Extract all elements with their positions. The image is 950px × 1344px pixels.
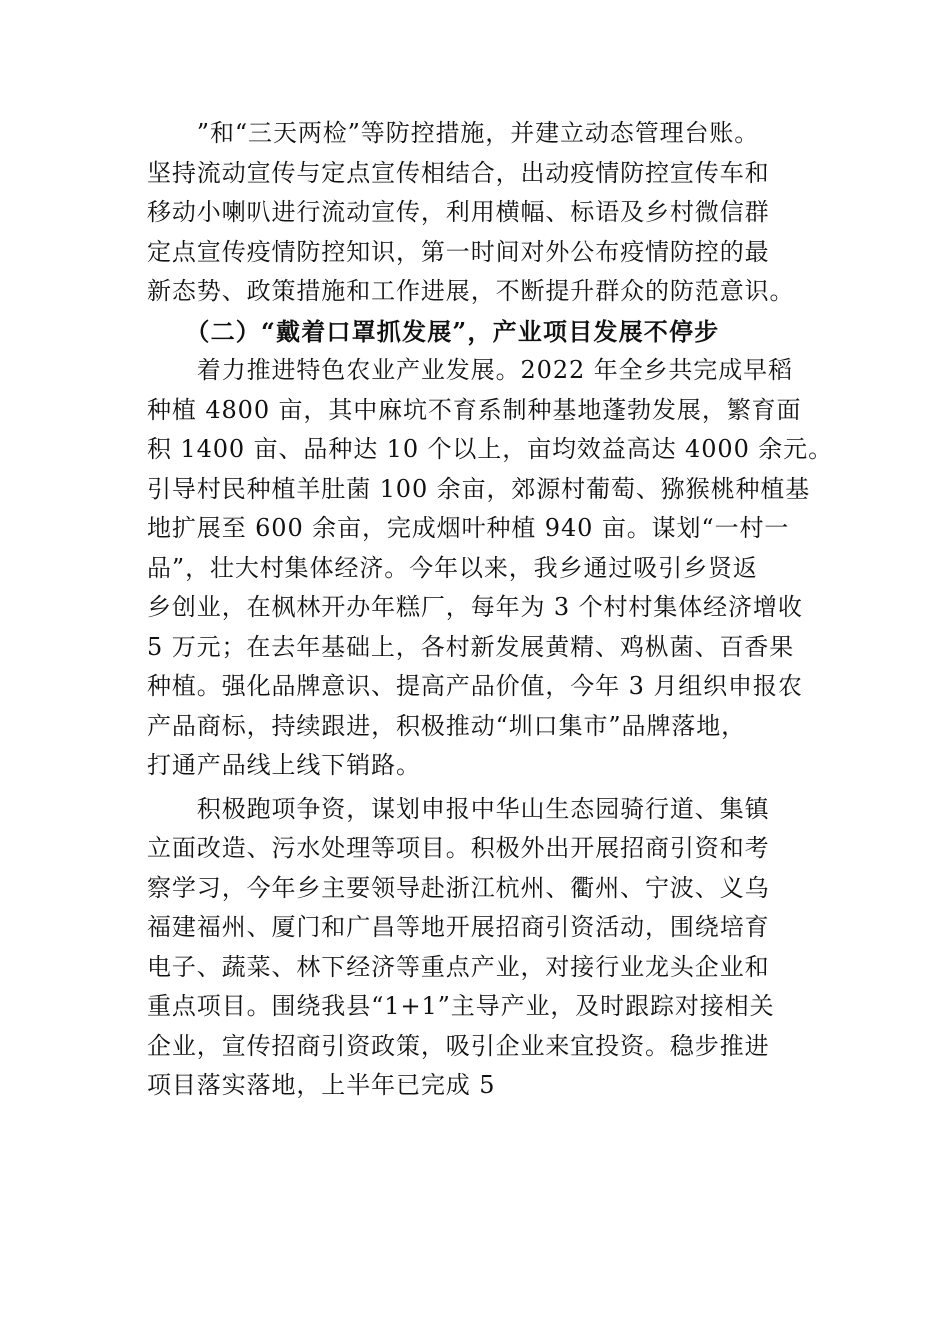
paragraph-epidemic-publicity (147, 114, 817, 312)
text-line: 电子、蔬菜、林下经济等重点产业，对接行业龙头企业和 (147, 952, 770, 981)
document-body (147, 114, 833, 1106)
text-line: 引导村民种植羊肚菌 100 余亩，郊源村葡萄、猕猴桃种植基 (147, 474, 811, 503)
text-line: 坚持流动宣传与定点宣传相结合，出动疫情防控宣传车和 (147, 158, 770, 187)
text-line: 项目落实落地，上半年已完成 5 (147, 1071, 496, 1099)
text-line: 重点项目。围绕我县“1+1”主导产业，及时跟踪对接相关 (147, 992, 775, 1020)
text-line: 积 1400 亩、品种达 10 个以上，亩均效益高达 4000 余元。 (147, 435, 833, 463)
paragraph-agriculture (147, 351, 833, 786)
text-line: 产品商标，持续跟进，积极推动“圳口集市”品牌落地， (147, 711, 747, 740)
text-line: 种植 4800 亩，其中麻坑不育系制种基地蓬勃发展，繁育面 (147, 395, 802, 424)
text-line: 察学习，今年乡主要领导赴浙江杭州、衢州、宁波、义乌 (147, 873, 770, 902)
text-line: 福建福州、厦门和广昌等地开展招商引资活动，围绕培育 (147, 913, 770, 941)
text-line: 乡创业，在枫林开办年糕厂，每年为 3 个村村集体经济增收 (147, 593, 803, 621)
text-line: 种植。强化品牌意识、提高产品价值，今年 3 月组织申报农 (147, 672, 803, 700)
text-line: 移动小喇叭进行流动宣传，利用横幅、标语及乡村微信群 (147, 198, 770, 226)
section-heading (147, 312, 817, 352)
heading-line: （二）“戴着口罩抓发展”，产业项目发展不停步 (147, 316, 720, 346)
text-line: 立面改造、污水处理等项目。积极外出开展招商引资和考 (147, 834, 770, 862)
text-line: 着力推进特色农业产业发展。2022 年全乡共完成早稻 (147, 356, 793, 384)
text-line: 打通产品线上线下销路。 (147, 751, 421, 779)
text-line: 品”，壮大村集体经济。今年以来，我乡通过吸引乡贤返 (147, 553, 758, 582)
text-line: 定点宣传疫情防控知识，第一时间对外公布疫情防控的最 (147, 237, 770, 266)
text-line: 积极跑项争资，谋划申报中华山生态园骑行道、集镇 (147, 794, 770, 823)
text-line: 企业，宣传招商引资政策，吸引企业来宜投资。稳步推进 (147, 1031, 770, 1060)
text-line: 地扩展至 600 余亩，完成烟叶种植 940 亩。谋划“一村一 (147, 514, 790, 542)
text-line: 新态势、政策措施和工作进展，不断提升群众的防范意识。 (147, 277, 795, 305)
paragraph-investment (147, 790, 817, 1106)
text-line: 5 万元；在去年基础上，各村新发展黄精、鸡枞菌、百香果 (147, 632, 795, 661)
text-line: ”和“三天两检”等防控措施，并建立动态管理台账。 (147, 119, 760, 147)
